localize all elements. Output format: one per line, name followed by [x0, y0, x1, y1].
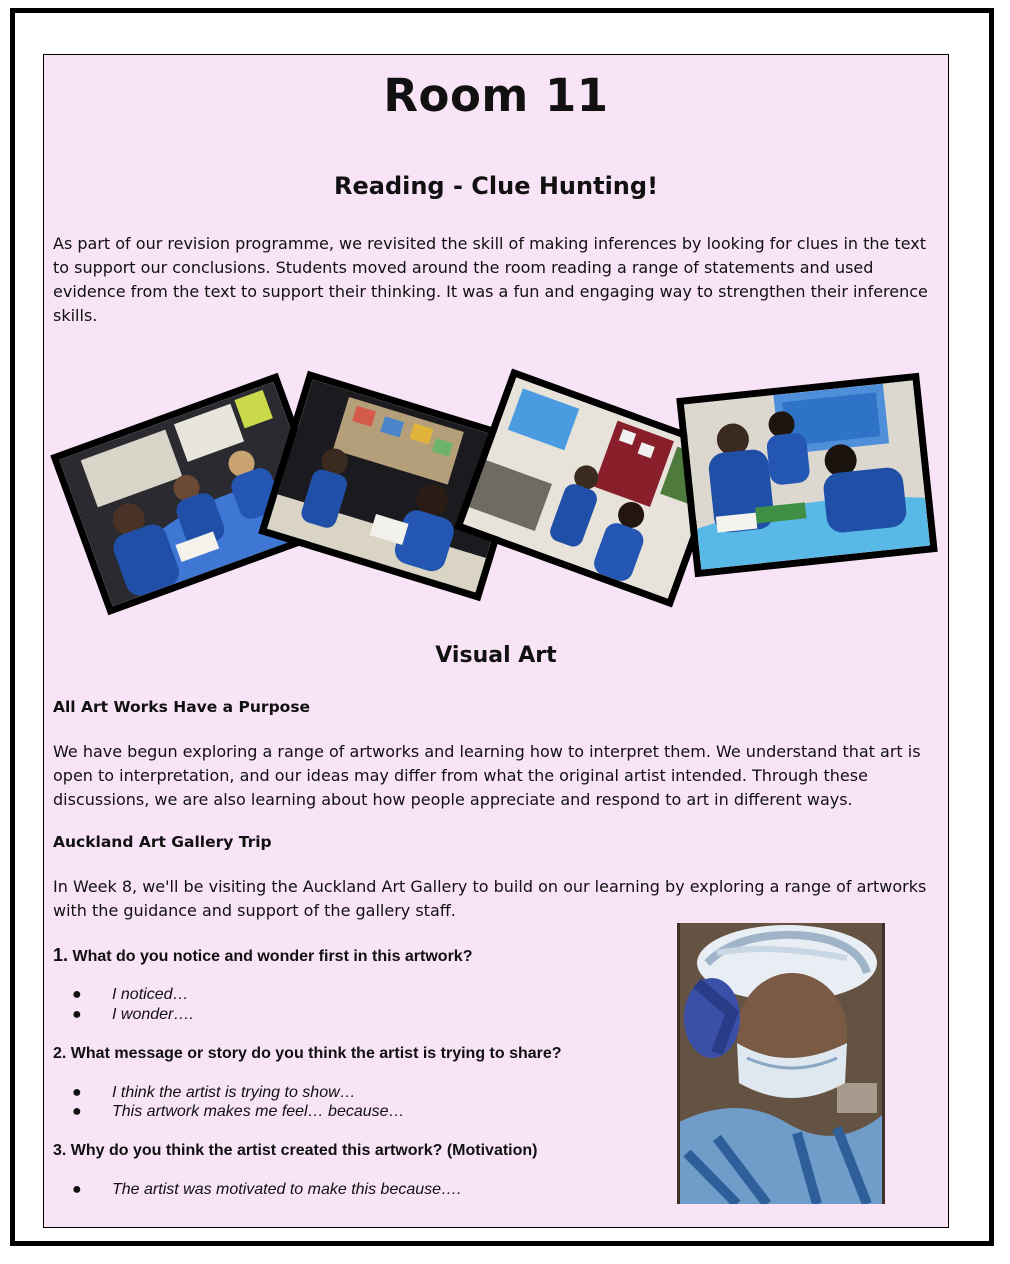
bullet-dot: ●: [72, 1103, 82, 1120]
bullet-text: I wonder….: [112, 1006, 194, 1023]
newsletter-page: [43, 54, 949, 1228]
bullet-dot: ●: [72, 1181, 82, 1198]
bullet-text: I think the artist is trying to show…: [112, 1084, 356, 1101]
visual-art-heading: Visual Art: [435, 643, 557, 668]
question-1-text: What do you notice and wonder first in this artwork?: [68, 948, 473, 965]
question-3: [53, 1142, 538, 1160]
bullet-dot: ●: [72, 1084, 82, 1101]
bullet-text: The artist was motivated to make this because….: [112, 1181, 462, 1198]
page-title: Room 11: [383, 69, 609, 122]
artwork-painting: [677, 923, 885, 1204]
bullet-text: This artwork makes me feel… because…: [112, 1103, 405, 1120]
reading-heading: Reading - Clue Hunting!: [333, 172, 659, 200]
trip-heading: Auckland Art Gallery Trip: [53, 833, 272, 851]
classroom-photo-4: [676, 373, 937, 578]
bullet-text: I noticed…: [112, 986, 189, 1003]
question-2: [53, 1045, 562, 1063]
question-2-text: What message or story do you think the artist is trying to share?: [66, 1045, 562, 1062]
reading-paragraph: As part of our revision programme, we revisited the skill of making inferences by looking for clues in the text to support our conclusions. Students moved around the room reading a range of statements and used evidence from the text to support their thinking. It was a fun and engaging way to strengthen their inference skills.: [53, 234, 928, 325]
bullet-dot: ●: [72, 986, 82, 1003]
question-3-number: 3.: [53, 1142, 67, 1159]
bullet-dot: ●: [72, 1006, 82, 1023]
question-1-number: 1.: [53, 945, 69, 965]
question-1: [53, 945, 472, 966]
question-3-text: Why do you think the artist created this artwork? (Motivation): [66, 1142, 538, 1159]
trip-paragraph: In Week 8, we'll be visiting the Auckland Art Gallery to build on our learning by exploring a range of artworks with the guidance and support of the gallery staff.: [53, 877, 927, 920]
purpose-paragraph: We have begun exploring a range of artworks and learning how to interpret them. We understand that art is open to interpretation, and our ideas may differ from what the original artist intended. Through these discussions, we are also learning about how people appreciate and respond to art in different ways.: [53, 742, 921, 809]
purpose-heading: All Art Works Have a Purpose: [53, 698, 311, 716]
question-2-number: 2.: [53, 1045, 67, 1062]
